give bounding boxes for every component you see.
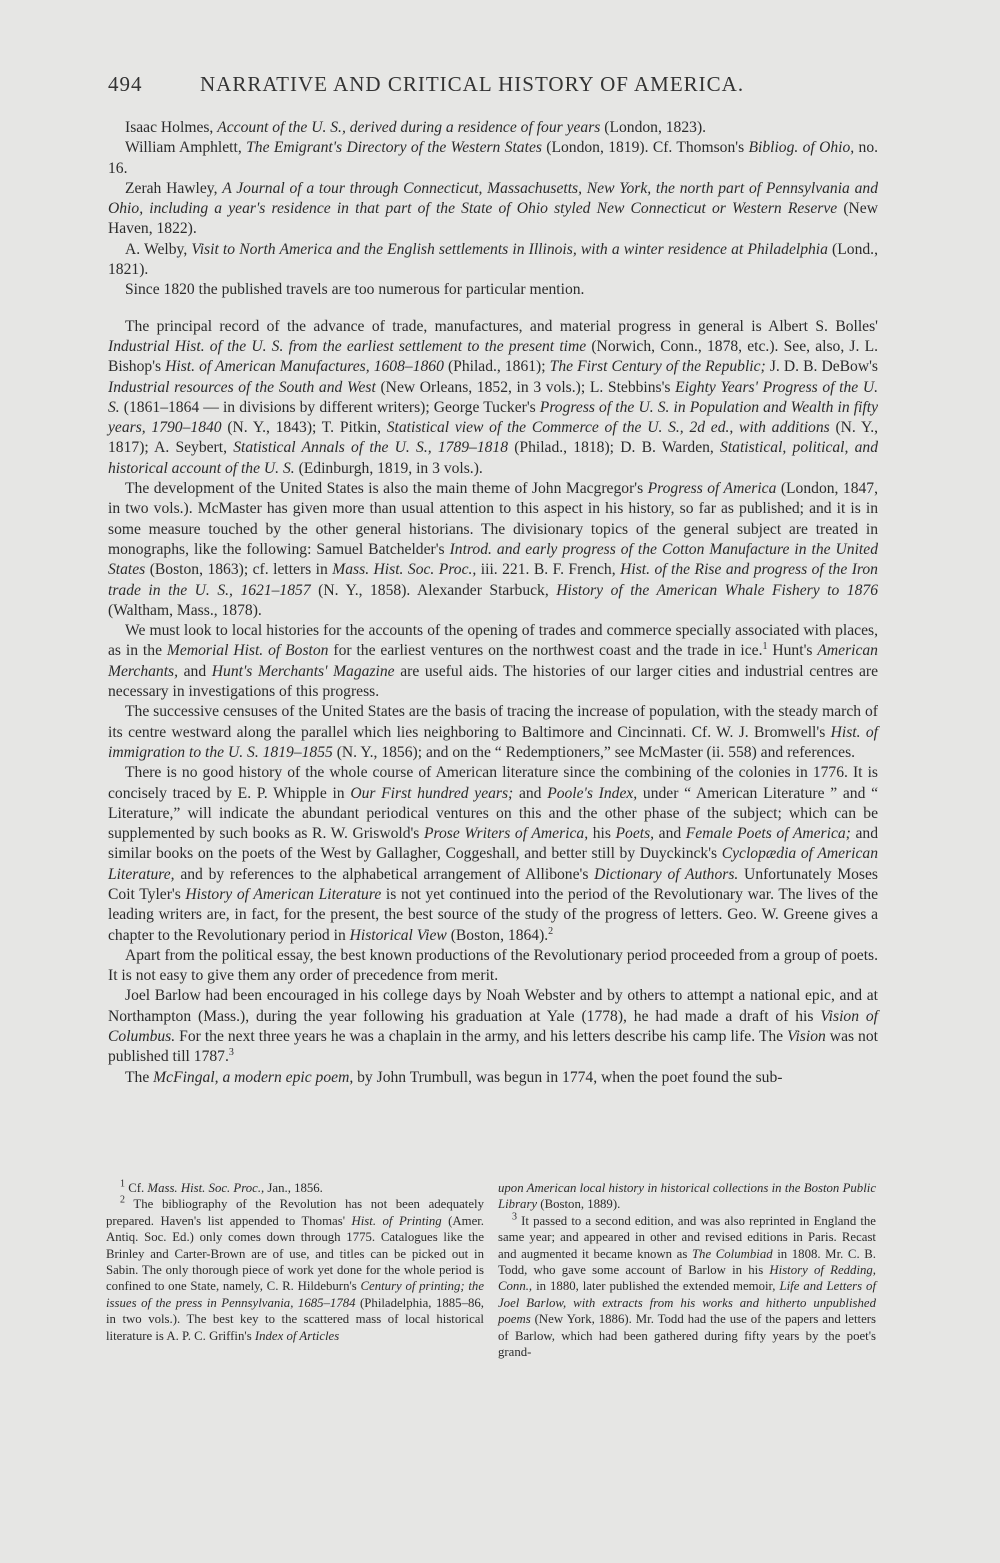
text-run: under “ American Literature ” and “ Literature,” will indicate the abundant periodical ventures on this and the other phase of the subject; which can be supplemented by such books as R. W. Griswold's bbox=[108, 784, 879, 843]
italic-title: upon American local history in historical collections in the Boston Public Library bbox=[498, 1181, 876, 1212]
paragraph bbox=[108, 621, 878, 702]
paragraph bbox=[108, 946, 878, 987]
text-run: his bbox=[588, 825, 616, 843]
text-run: (Waltham, Mass., 1878). bbox=[108, 601, 262, 619]
italic-title: Hist. of immigration to the U. S. 1819–1855 bbox=[108, 723, 879, 761]
italic-title: Hist. of the Rise and progress of the Iron trade in the U. S., 1621–1857 bbox=[108, 561, 878, 599]
text-run: no. 16. bbox=[108, 139, 879, 177]
italic-title: Memorial Hist. of Boston bbox=[166, 642, 329, 660]
text-run: Unfortunately Moses Coit Tyler's bbox=[108, 865, 878, 903]
italic-title: Mass. Hist. Soc. Proc., bbox=[332, 561, 477, 579]
text-run: (London, 1819). Cf. Thomson's bbox=[541, 139, 749, 157]
paragraph bbox=[108, 179, 878, 240]
italic-title: Cyclopædia of American Literature, bbox=[108, 845, 878, 883]
paragraph bbox=[108, 240, 878, 281]
footnote-marker: 3 bbox=[228, 1047, 234, 1059]
text-run: iii. 221. B. F. French, bbox=[476, 561, 621, 579]
text-run: The principal record of the advance of trade, manufactures, and material progress in general is Albert S. Bolles' bbox=[125, 317, 878, 335]
page-number: 494 bbox=[108, 72, 143, 96]
text-run: and bbox=[654, 825, 686, 843]
main-text bbox=[108, 118, 878, 1088]
text-run: (Boston, 1889). bbox=[537, 1197, 621, 1212]
text-run: and bbox=[513, 784, 548, 802]
text-run: The successive censuses of the United States are the basis of tracing the increase of population, with the steady march of its centre westward along the parallel which lies neighboring to Baltimore and Cincinnati. Cf. W. J. Bromwell's bbox=[108, 703, 878, 741]
italic-title: Progress of the U. S. in Population and Wealth in fifty years, 1790–1840 bbox=[108, 398, 878, 437]
text-run: For the next three years he was a chaplain in the army, and his letters describe his camp life. The bbox=[175, 1028, 788, 1046]
text-run: Cf. bbox=[125, 1181, 148, 1195]
text-run: (Philad., 1818); D. B. Warden, bbox=[508, 439, 721, 457]
text-run: (New Orleans, 1852, in 3 vols.); L. Stebbins's bbox=[375, 378, 676, 396]
text-run: for the earliest ventures on the northwest coast and the trade in ice. bbox=[328, 642, 763, 660]
running-title: NARRATIVE AND CRITICAL HISTORY OF AMERICA. bbox=[200, 72, 745, 96]
footnote bbox=[106, 1196, 484, 1344]
text-run: (New Haven, 1822). bbox=[108, 200, 878, 238]
footnote bbox=[498, 1213, 876, 1361]
italic-title: The Columbiad bbox=[691, 1246, 773, 1261]
text-run: Since 1820 the published travels are too numerous for particular mention. bbox=[125, 281, 585, 299]
text-run: (N. Y., 1858). Alexander Starbuck, bbox=[310, 581, 557, 599]
footnote bbox=[106, 1180, 484, 1196]
italic-title: Index of Articles bbox=[254, 1328, 340, 1343]
italic-title: Dictionary of Authors. bbox=[594, 865, 739, 883]
paragraph bbox=[108, 138, 878, 179]
italic-title: Bibliog. of Ohio, bbox=[748, 139, 855, 157]
text-run: (London, 1823). bbox=[600, 119, 707, 136]
italic-title: History of the American Whale Fishery to 1876 bbox=[556, 581, 878, 599]
text-run: (1861–1864 — in divisions by different writers); George Tucker's bbox=[119, 398, 540, 416]
text-run: (Amer. Antiq. Soc. Ed.) only comes down through 1775. Catalogues like the Brinley and Carter-Brown are of use, and titles can be picked out in Sabin. The only thorough piece of work yet done for the whole period is confined to one State, namely, C. R. Hildeburn's bbox=[106, 1213, 485, 1294]
text-run: in 1808. Mr. C. B. Todd, who gave some account of Barlow in his bbox=[498, 1246, 876, 1278]
italic-title: The First Century of the Republic; bbox=[549, 358, 766, 376]
text-run: Zerah Hawley, bbox=[125, 179, 223, 197]
italic-title: Account of the U. S., derived during a residence of four years bbox=[217, 119, 601, 136]
text-run: and similar books on the poets of the West by Gallagher, Coggeshall, and better still by Duyckinck's bbox=[108, 825, 878, 863]
text-run: are useful aids. The histories of our larger cities and industrial centres are necessary in investigations of this progress. bbox=[108, 662, 879, 701]
paragraph bbox=[108, 763, 878, 946]
italic-title: Vision bbox=[787, 1028, 826, 1046]
text-run: (N. Y., 1817); A. Seybert, bbox=[108, 419, 879, 457]
italic-title: Statistical Annals of the U. S., 1789–1818 bbox=[233, 439, 509, 457]
text-run: It passed to a second edition, and was also reprinted in England the same year; and appeared in other and revised editions in Paris. Recast and augmented it became known as bbox=[498, 1213, 876, 1261]
footnote-marker: 3 bbox=[512, 1211, 517, 1223]
text-run: The development of the United States is also the main theme of John Macgregor's bbox=[125, 480, 648, 498]
text-run: J. D. B. DeBow's bbox=[765, 358, 878, 376]
text-run: Jan., 1856. bbox=[264, 1181, 323, 1195]
text-run: (London, 1847, in two vols.). McMaster has given more than usual attention to this aspect in his history, so far as published; and it is in some measure touched by the other general historians. The divisionary topics of the general subject are treated in monographs, like the following: Samuel Batchelder's bbox=[108, 480, 878, 558]
italic-title: Poole's Index, bbox=[547, 784, 638, 802]
running-header bbox=[108, 72, 888, 97]
italic-title: Our First hundred years; bbox=[350, 784, 514, 802]
text-run: (N. Y., 1856); and on the “ Redemptioners,” see McMaster (ii. 558) and references. bbox=[332, 743, 856, 761]
text-run: (Philad., 1861); bbox=[443, 358, 550, 376]
italic-title: Industrial Hist. of the U. S. from the earliest settlement to the present time bbox=[108, 337, 587, 355]
text-run: William Amphlett, bbox=[125, 139, 247, 157]
text-run: and by references to the alphabetical arrangement of Allibone's bbox=[174, 865, 595, 883]
paragraph bbox=[108, 280, 878, 300]
text-run: (Norwich, Conn., 1878, etc.). See, also, J. L. Bishop's bbox=[108, 337, 878, 376]
italic-title: Poets, bbox=[615, 825, 655, 843]
italic-title: Female Poets of America; bbox=[685, 825, 851, 843]
italic-title: Industrial resources of the South and West bbox=[108, 378, 376, 396]
italic-title: History of Redding, Conn., bbox=[498, 1263, 877, 1294]
footnote-marker: 2 bbox=[548, 925, 554, 937]
footnote-marker: 2 bbox=[120, 1195, 125, 1207]
text-run: in 1880, later published the extended memoir, bbox=[532, 1279, 780, 1294]
paragraph bbox=[108, 118, 878, 138]
paragraph bbox=[108, 317, 878, 479]
text-run: There is no good history of the whole course of American literature since the combining of the colonies in 1776. It is concisely traced by E. P. Whipple in bbox=[108, 764, 878, 802]
text-run: Apart from the political essay, the best known productions of the Revolutionary period proceeded from a group of poets. It is not easy to give them any order of precedence from merit. bbox=[108, 946, 878, 985]
italic-title: Prose Writers of America, bbox=[423, 825, 589, 843]
italic-title: Hist. of American Manufactures, 1608–1860 bbox=[165, 358, 444, 376]
italic-title: Century of printing; the issues of the press in Pennsylvania, 1685–1784 bbox=[106, 1279, 484, 1310]
text-run: The bbox=[125, 1068, 154, 1086]
italic-title: McFingal, a modern epic poem, bbox=[153, 1068, 354, 1086]
paragraph bbox=[108, 479, 878, 621]
italic-title: Eighty Years' Progress of the U. S. bbox=[108, 378, 878, 416]
text-run: (New York, 1886). Mr. Todd had the use of the papers and letters of Barlow, which had been gathered during fifty years by the poet's grand- bbox=[498, 1312, 876, 1360]
text-run: Isaac Holmes, bbox=[125, 119, 218, 136]
italic-title: The Emigrant's Directory of the Western States bbox=[246, 139, 542, 157]
text-run: (N. Y., 1843); T. Pitkin, bbox=[221, 419, 387, 437]
footnotes-left-column bbox=[106, 1180, 484, 1344]
italic-title: Historical View bbox=[349, 926, 447, 944]
italic-title: Life and Letters of Joel Barlow, with extracts from his works and hitherto unpublished poems bbox=[498, 1279, 877, 1327]
italic-title: Statistical, political, and historical account of the U. S. bbox=[108, 439, 879, 477]
italic-title: Statistical view of the Commerce of the U. S., 2d ed., with additions bbox=[386, 419, 830, 437]
text-run: was not published till 1787. bbox=[108, 1028, 878, 1066]
footnote-marker: 1 bbox=[120, 1178, 125, 1190]
text-run: by John Trumbull, was begun in 1774, when the poet found the sub- bbox=[353, 1068, 783, 1086]
italic-title: Mass. Hist. Soc. Proc., bbox=[147, 1181, 265, 1195]
italic-title: American Merchants, bbox=[108, 642, 878, 680]
italic-title: A Journal of a tour through Connecticut, Massachusetts, New York, the north part of Pennsylvania and Ohio, including a year's residence in that part of the State of Ohio styled New Connecticut or Western Reserve bbox=[108, 179, 878, 218]
italic-title: Progress of America bbox=[647, 480, 777, 498]
italic-title: Hist. of Printing bbox=[351, 1213, 442, 1228]
italic-title: Visit to North America and the English settlements in Illinois, with a winter residence at Philadelphia bbox=[191, 240, 828, 258]
paragraph bbox=[108, 1068, 878, 1088]
italic-title: Vision of Columbus. bbox=[108, 1007, 878, 1046]
italic-title: Introd. and early progress of the Cotton Manufacture in the United States bbox=[108, 540, 878, 579]
text-run: We must look to local histories for the accounts of the opening of trades and commerce specially associated with places, as in the bbox=[108, 622, 878, 660]
italic-title: Hunt's Merchants' Magazine bbox=[211, 662, 395, 680]
footnote bbox=[498, 1180, 876, 1213]
text-run: (Lond., 1821). bbox=[108, 240, 878, 279]
text-run: and bbox=[178, 662, 212, 680]
text-run: Joel Barlow had been encouraged in his college days by Noah Webster and by others to attempt a national epic, and at Northampton (Mass.), during the year following his graduation at Yale (1778), he had made a draft of his bbox=[108, 987, 878, 1025]
text-run: Hunt's bbox=[767, 642, 818, 660]
text-run: A. Welby, bbox=[125, 240, 192, 258]
text-run: (Boston, 1864). bbox=[446, 926, 549, 944]
paragraph bbox=[108, 702, 878, 763]
italic-title: History of American Literature bbox=[185, 885, 382, 903]
footnote-marker: 1 bbox=[762, 641, 768, 653]
text-run: (Edinburgh, 1819, in 3 vols.). bbox=[294, 459, 483, 477]
text-run: The bibliography of the Revolution has not been adequately prepared. Haven's list appended to Thomas' bbox=[106, 1197, 484, 1228]
paragraph bbox=[108, 986, 878, 1067]
footnotes-right-column bbox=[498, 1180, 876, 1360]
text-run: (Boston, 1863); cf. letters in bbox=[145, 561, 333, 579]
text-run: is not yet continued into the period of the Revolutionary war. The lives of the leading writers are, in fact, for the present, the best source of the study of the progress of letters. Geo. W. Greene gives a chapter to the Revolutionary period in bbox=[108, 885, 878, 944]
text-run: (Philadelphia, 1885–86, in two vols.). The best key to the scattered mass of local historical literature is A. P. C. Griffin's bbox=[106, 1295, 484, 1343]
